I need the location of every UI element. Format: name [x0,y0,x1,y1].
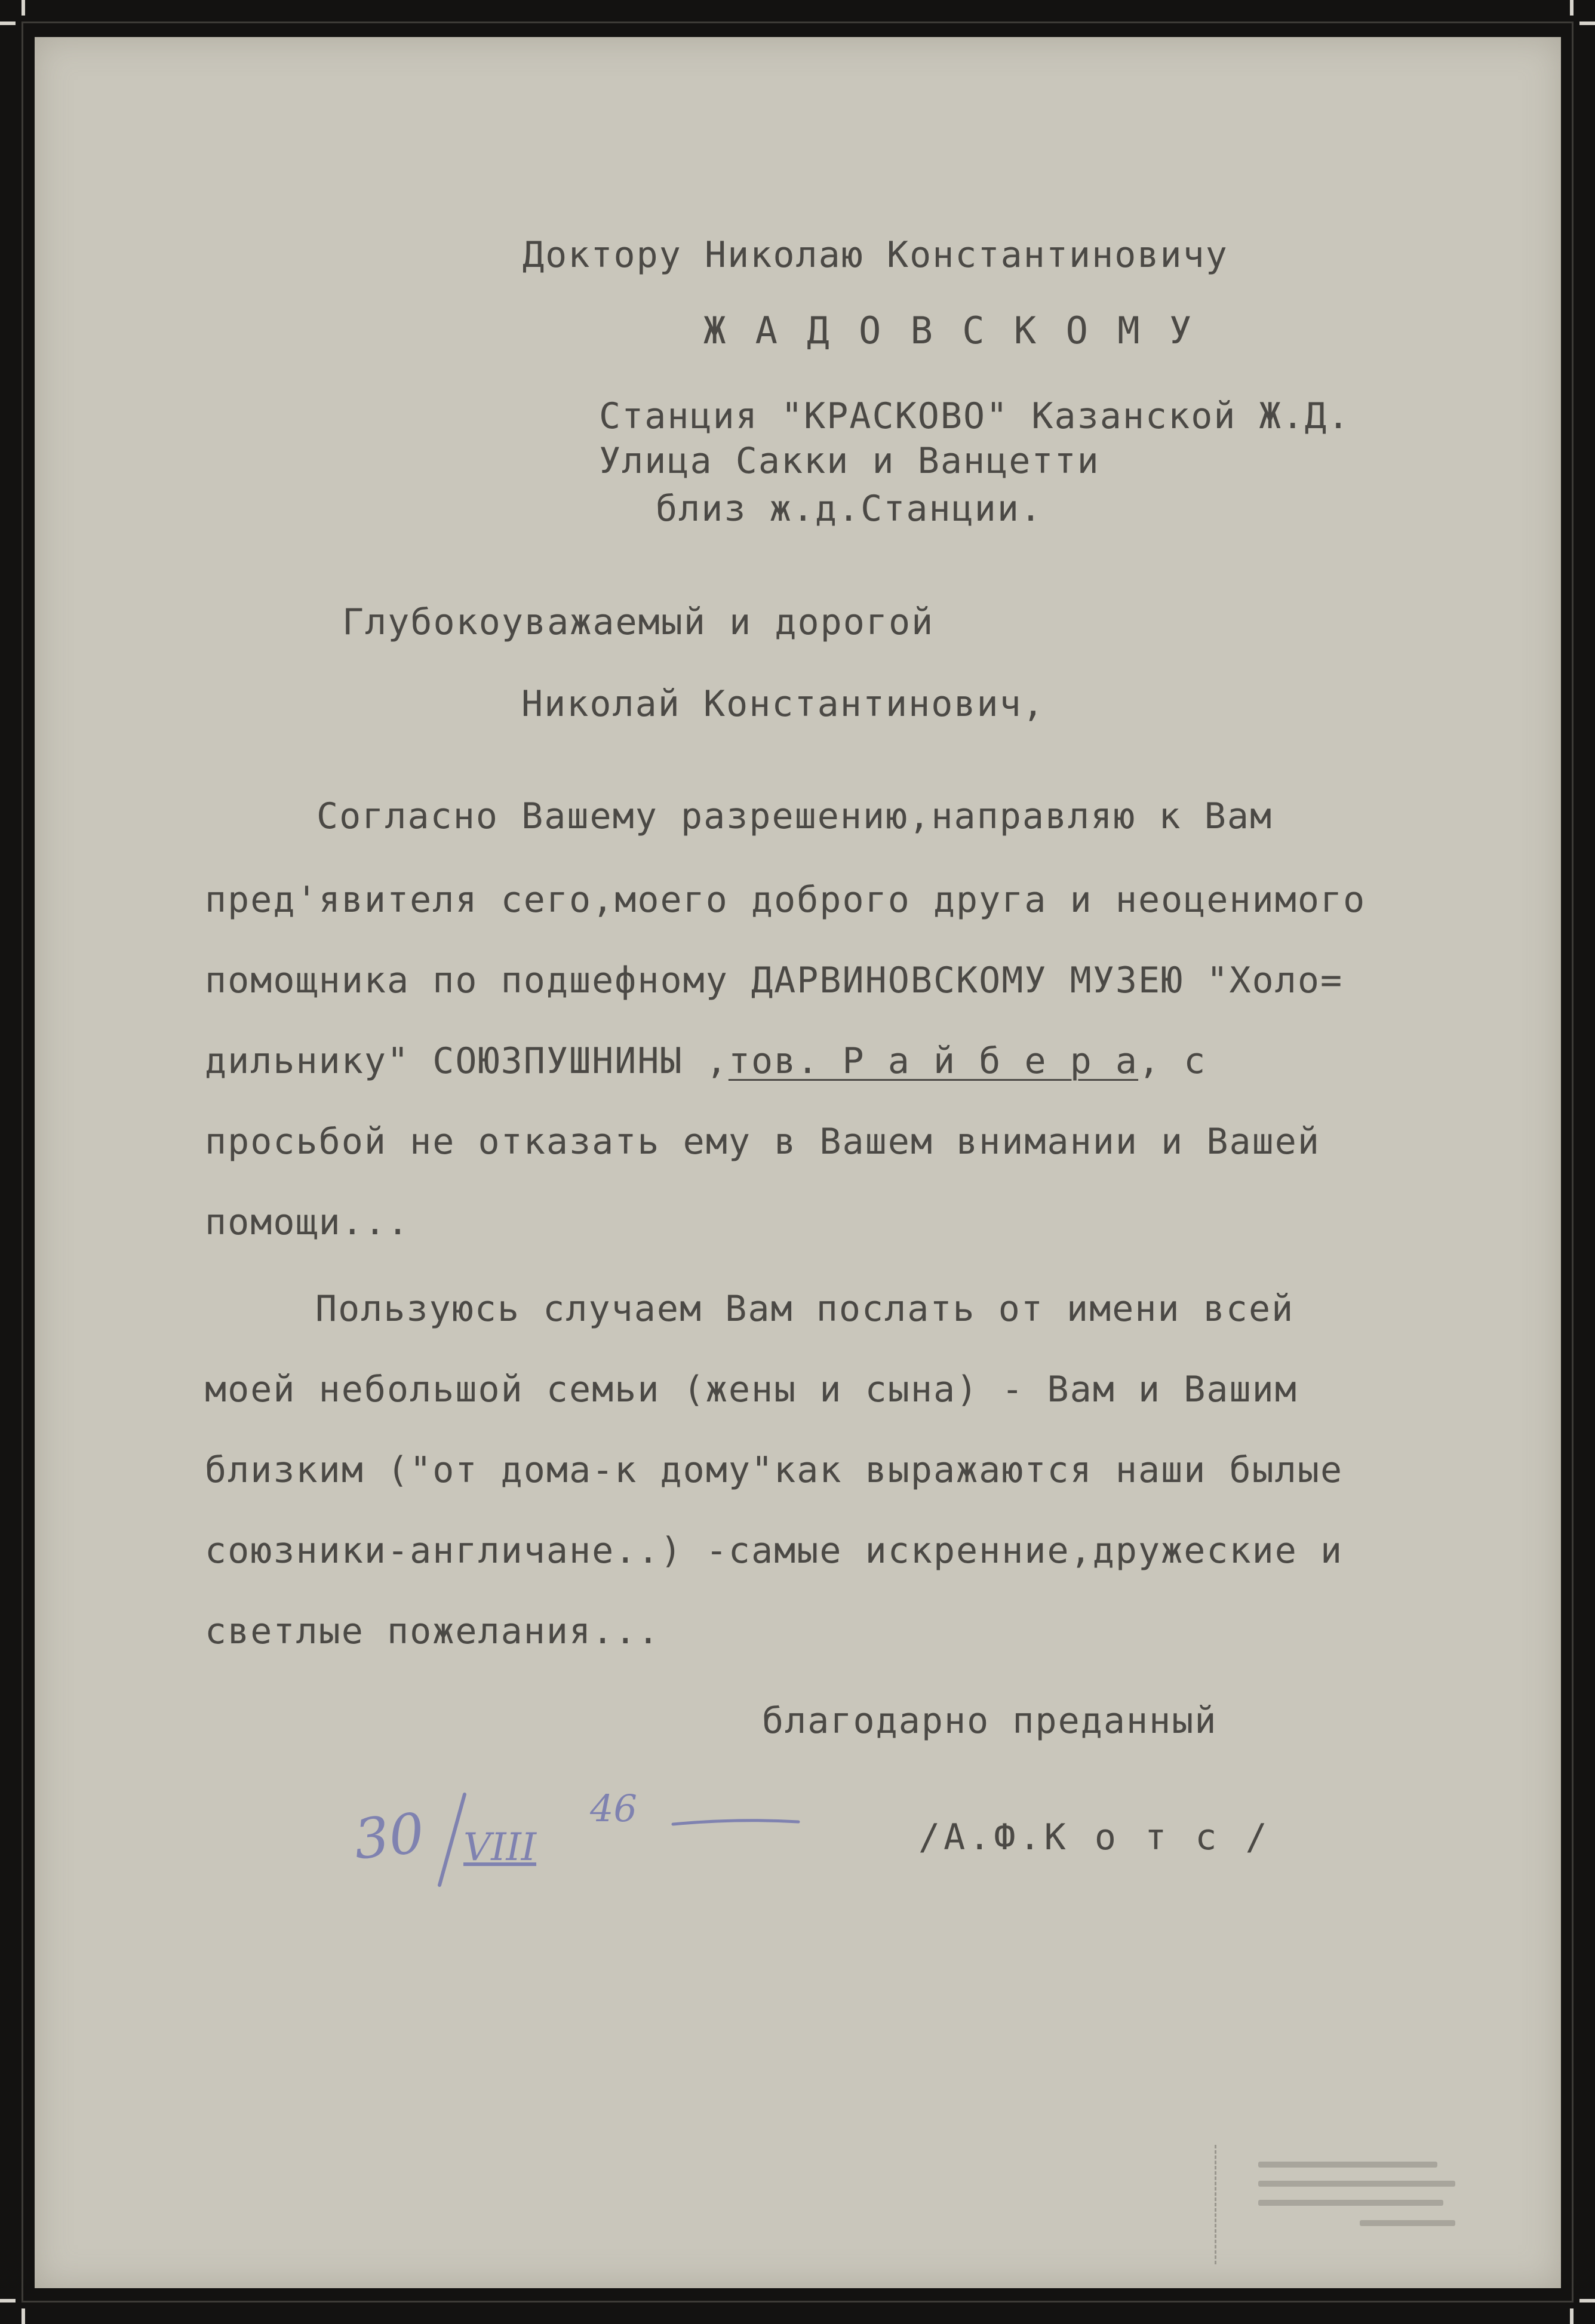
paragraph2-line4: союзники-англичане..) -самые искренние,дружеские и [205,1530,1344,1572]
frame-border-left [21,21,23,2303]
paragraph1-line3: помощника по подшефному ДАРВИНОВСКОМУ МУЗЕЮ "Холо= [205,960,1344,1001]
frame-border-top [21,21,1574,23]
frame-border-right [1572,21,1574,2303]
handwritten-date-dash [671,1813,802,1831]
frame-border-bottom [21,2301,1574,2303]
stamp-mark [1258,2181,1455,2187]
address-near: близ ж.д.Станции. [656,488,1043,530]
corner-tick [0,2299,16,2303]
address-recipient-title: Доктору Николаю Константиновичу [523,234,1228,276]
paragraph1-line4-name: тов. Р а й б е р а [728,1040,1139,1082]
handwritten-date-year: 46 [590,1787,637,1830]
archive-stamp [1215,2145,1527,2264]
letter-page [35,37,1561,2288]
paragraph2-line2: моей небольшой семьи (жены и сына) - Вам и Вашим [205,1369,1298,1410]
stamp-mark [1258,2162,1437,2168]
corner-tick [1579,21,1595,25]
paragraph1-line2: пред'явителя сего,моего доброго друга и неоценимого [205,879,1366,921]
paragraph2-line1: Пользуюсь случаем Вам послать от имени всей [315,1288,1295,1330]
handwritten-date-day: 30 [351,1801,428,1872]
paragraph1-line4-end: , с [1138,1040,1207,1082]
salutation-line-1: Глубокоуважаемый и дорогой [342,601,935,643]
corner-tick [0,21,16,25]
salutation-line-2: Николай Константинович, [521,683,1045,725]
corner-tick [1570,0,1574,16]
paragraph1-line4-start: дильнику" СОЮЗПУШНИНЫ , [205,1040,729,1082]
handwritten-date-month: VIII [463,1825,537,1870]
corner-tick [1579,2299,1595,2303]
paragraph1-line1: Согласно Вашему разрешению,направляю к Вам [316,795,1273,837]
corner-tick [21,0,25,16]
corner-tick [21,2308,25,2324]
corner-tick [1570,2308,1574,2324]
closing-phrase: благодарно преданный [762,1700,1218,1742]
stamp-mark [1258,2200,1443,2206]
paragraph2-line5: светлые пожелания... [205,1610,660,1652]
address-station: Станция "КРАСКОВО" Казанской Ж.Д. [599,395,1351,437]
stamp-mark [1360,2220,1455,2226]
paragraph1-line4 [205,1040,1206,1082]
paragraph1-line6: помощи... [205,1201,410,1243]
paragraph1-line5: просьбой не отказать ему в Вашем внимании и Вашей [205,1121,1321,1163]
address-recipient-surname: Ж А Д О В С К О М У [703,309,1196,352]
paragraph2-line3: близким ("от дома-к дому"как выражаются наши былые [205,1449,1344,1491]
address-street: Улица Сакки и Ванцетти [599,440,1100,482]
signature: /А.Ф.К о т с / [918,1816,1271,1858]
